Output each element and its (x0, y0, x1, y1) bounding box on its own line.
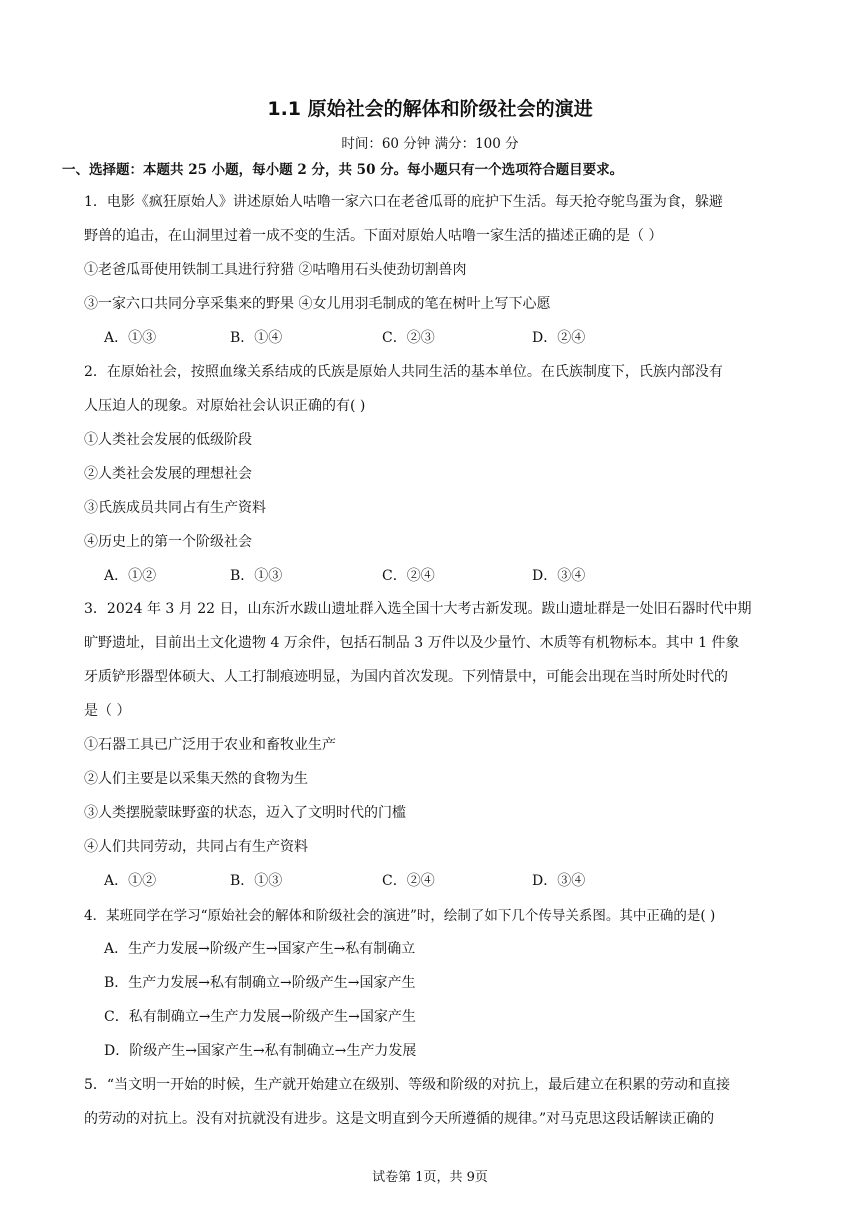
question-1-statement-line-1: ①老爸瓜哥使用铁制工具进行狩猎 ②咕噜用石头使劲切割兽肉 (84, 262, 467, 278)
question-2-stem-line-2: 人压迫人的现象。对原始社会认识正确的有( ) (84, 398, 366, 414)
question-3-stem-line-2: 旷野遗址，目前出土文化遗物 4 万余件，包括石制品 3 万件以及少量竹、木质等有机物标本。其中 1 件象 (84, 635, 740, 651)
question-3-option-a[interactable]: A．①② (104, 873, 157, 889)
section-heading: 一、选择题：本题共 25 小题，每小题 2 分，共 50 分。每小题只有一个选项符合题目要求。 (62, 162, 624, 178)
exam-time-score: 时间：60 分钟 满分：100 分 (341, 136, 519, 152)
question-3-option-c[interactable]: C．②④ (382, 873, 435, 889)
question-2-statement-3: ③氏族成员共同占有生产资料 (84, 500, 266, 516)
question-1-option-b[interactable]: B．①④ (230, 330, 283, 346)
question-4-option-c[interactable]: C．私有制确立→生产力发展→阶级产生→国家产生 (104, 1009, 416, 1025)
question-2-statement-1: ①人类社会发展的低级阶段 (84, 432, 252, 448)
question-5-stem-line-2: 的劳动的对抗上。没有对抗就没有进步。这是文明直到今天所遵循的规律。”对马克思这段话解读正确的 (84, 1111, 715, 1127)
question-3-statement-4: ④人们共同劳动，共同占有生产资料 (84, 839, 308, 855)
question-3-stem-line-4: 是（ ） (84, 703, 131, 719)
page-footer: 试卷第 1页，共 9页 (372, 1170, 488, 1185)
question-1-option-a[interactable]: A．①③ (104, 330, 157, 346)
question-2-statement-2: ②人类社会发展的理想社会 (84, 466, 252, 482)
question-3-statement-2: ②人们主要是以采集天然的食物为生 (84, 771, 308, 787)
question-2-option-b[interactable]: B．①③ (230, 568, 283, 584)
question-1-option-d[interactable]: D．②④ (532, 330, 586, 346)
question-3-statement-1: ①石器工具已广泛用于农业和畜牧业生产 (84, 737, 336, 753)
question-3-statement-3: ③人类摆脱蒙昧野蛮的状态，迈入了文明时代的门槛 (84, 805, 406, 821)
question-4-option-a[interactable]: A．生产力发展→阶级产生→国家产生→私有制确立 (104, 941, 416, 957)
question-2-stem-line-1: 2．在原始社会，按照血缘关系结成的氏族是原始人共同生活的基本单位。在氏族制度下，氏族内部没有 (84, 364, 723, 380)
question-3-stem-line-1: 3．2024 年 3 月 22 日，山东沂水跋山遗址群入选全国十大考古新发现。跋山遗址群是一处旧石器时代中期 (84, 601, 752, 617)
question-2-statement-4: ④历史上的第一个阶级社会 (84, 534, 252, 550)
question-2-option-c[interactable]: C．②④ (382, 568, 435, 584)
question-4-option-d[interactable]: D．阶级产生→国家产生→私有制确立→生产力发展 (104, 1043, 417, 1059)
question-4-option-b[interactable]: B．生产力发展→私有制确立→阶级产生→国家产生 (104, 975, 416, 991)
question-3-option-d[interactable]: D．③④ (532, 873, 586, 889)
question-3-stem-line-3: 牙质铲形器型体硕大、人工打制痕迹明显，为国内首次发现。下列情景中，可能会出现在当时所处时代的 (84, 669, 728, 685)
question-1-option-c[interactable]: C．②③ (382, 330, 435, 346)
page-title: 1.1 原始社会的解体和阶级社会的演进 (267, 98, 593, 120)
question-3-option-b[interactable]: B．①③ (230, 873, 283, 889)
question-1-stem-line-1: 1．电影《疯狂原始人》讲述原始人咕噜一家六口在老爸瓜哥的庇护下生活。每天抢夺鸵鸟蛋为食，躲避 (84, 194, 723, 210)
question-5-stem-line-1: 5．“当文明一开始的时候，生产就开始建立在级别、等级和阶级的对抗上，最后建立在积累的劳动和直接 (84, 1077, 731, 1093)
question-4-stem: 4．某班同学在学习“原始社会的解体和阶级社会的演进”时，绘制了如下几个传导关系图。其中正确的是( ) (84, 908, 716, 924)
question-1-statement-line-2: ③一家六口共同分享采集来的野果 ④女儿用羽毛制成的笔在树叶上写下心愿 (84, 296, 551, 312)
question-2-option-d[interactable]: D．③④ (532, 568, 586, 584)
question-1-stem-line-2: 野兽的追击，在山洞里过着一成不变的生活。下面对原始人咕噜一家生活的描述正确的是（ ） (84, 228, 663, 244)
question-2-option-a[interactable]: A．①② (104, 568, 157, 584)
